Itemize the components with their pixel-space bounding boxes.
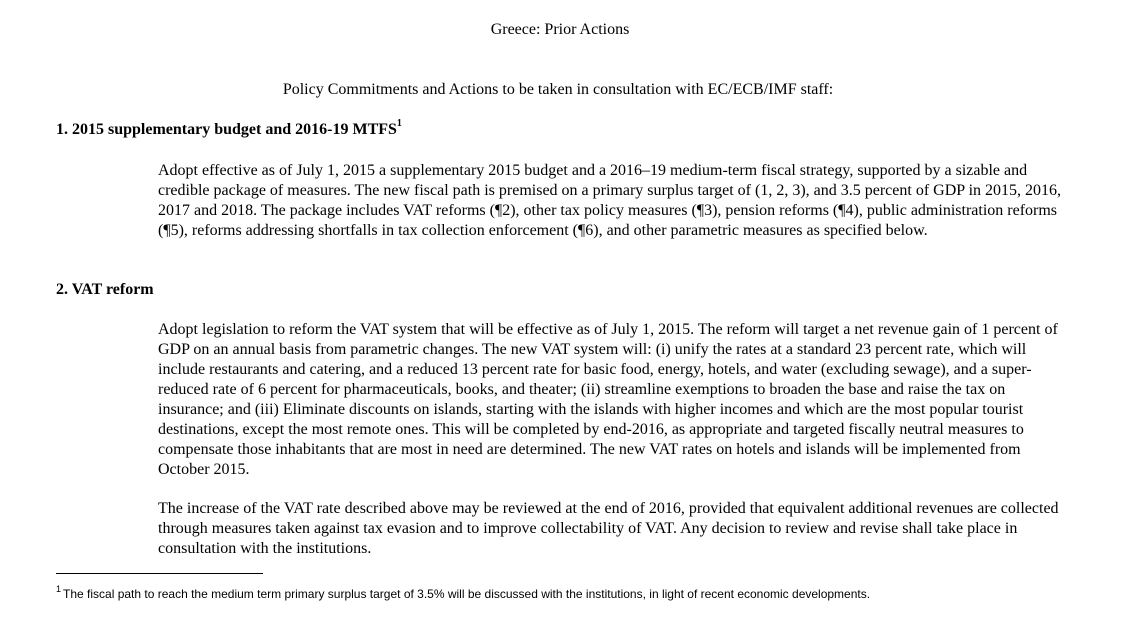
footnote-reference: 1 — [396, 117, 402, 129]
section-heading-vat-text: 2. VAT reform — [56, 281, 154, 298]
section-heading-vat — [56, 279, 154, 301]
section-heading-budget — [56, 119, 402, 141]
footnote-text: The fiscal path to reach the medium term primary surplus target of 3.5% will be discussed with the institutions, in light of recent economic developments. — [63, 587, 871, 601]
vat-paragraph-2: The increase of the VAT rate described above may be reviewed at the end of 2016, provided that equivalent additional revenues are collected through measures taken against tax evasion and to improve collectability of VAT. Any decision to review and revise shall take place in consultation with the institutions. — [158, 500, 1059, 557]
footnote-divider — [56, 573, 263, 574]
footnote-number: 1 — [56, 584, 62, 594]
footnote — [56, 581, 870, 603]
page-title: Greece: Prior Actions — [490, 21, 630, 38]
page-subtitle: Policy Commitments and Actions to be taken in consultation with EC/ECB/IMF staff: — [282, 81, 834, 98]
section-heading-budget-text: 1. 2015 supplementary budget and 2016-19 MTFS — [56, 121, 397, 138]
vat-paragraph-1: Adopt legislation to reform the VAT system that will be effective as of July 1, 2015. The reform will target a net revenue gain of 1 percent of GDP on an annual basis from parametric changes. The new VAT system will: (i) unify the rates at a standard 23 percent rate, which will include restaurants and catering, and a reduced 13 percent rate for basic food, energy, hotels, and water (excluding sewage), and a super-reduced rate of 6 percent for pharmaceuticals, books, and theater; (ii) streamline exemptions to broaden the base and raise the tax on insurance; and (iii) Eliminate discounts on islands, starting with the islands with higher incomes and which are the most popular tourist destinations, except the most remote ones. This will be completed by end-2016, as appropriate and targeted fiscally neutral measures to compensate those inhabitants that are most in need are determined. The new VAT rates on hotels and islands will be implemented from October 2015. — [158, 321, 1058, 478]
budget-paragraph: Adopt effective as of July 1, 2015 a supplementary 2015 budget and a 2016–19 medium-term fiscal strategy, supported by a sizable and credible package of measures. The new fiscal path is premised on a primary surplus target of (1, 2, 3), and 3.5 percent of GDP in 2015, 2016, 2017 and 2018. The package includes VAT reforms (¶2), other tax policy measures (¶3), pension reforms (¶4), public administration reforms (¶5), reforms addressing shortfalls in tax collection enforcement (¶6), and other parametric measures as specified below. — [158, 162, 1062, 239]
